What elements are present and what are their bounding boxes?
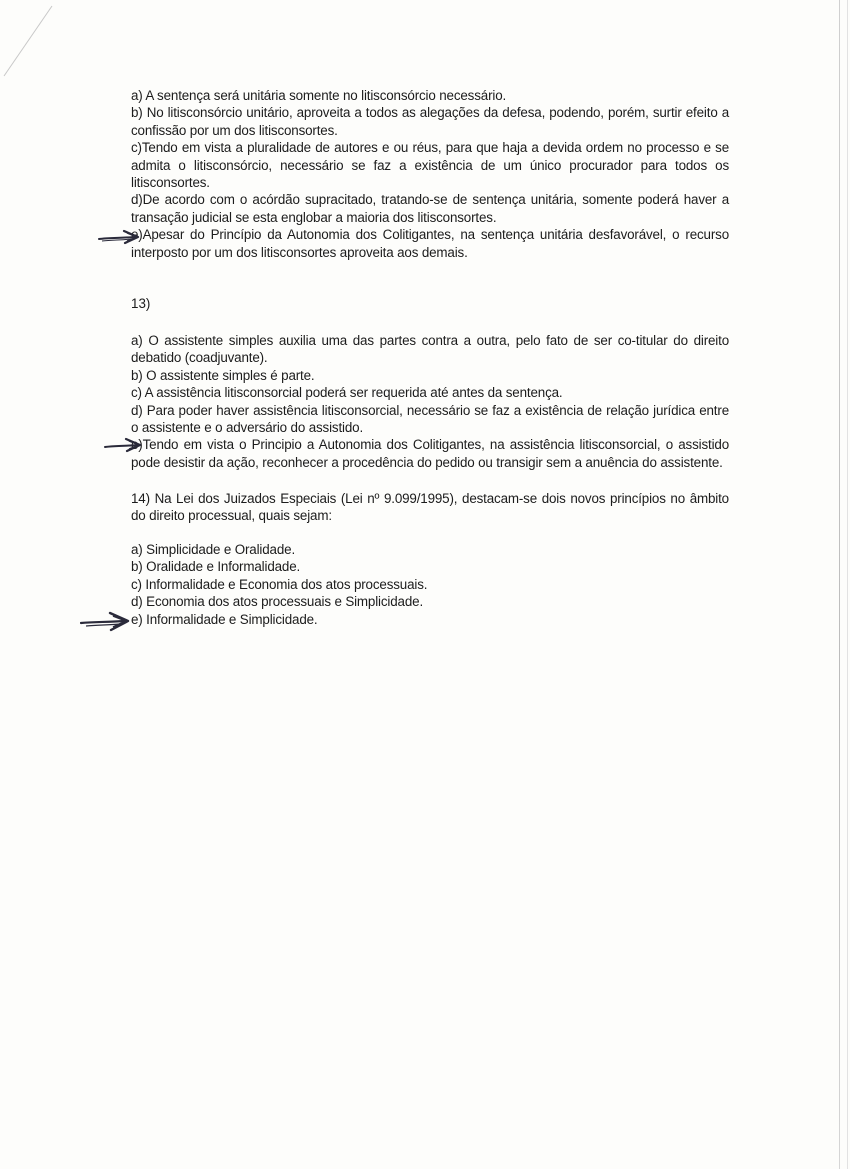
question-12 <box>131 87 729 261</box>
page-right-edge-outer <box>847 0 848 1169</box>
q12-option-a: a) A sentença será unitária somente no litisconsórcio necessário. <box>131 88 507 103</box>
q13-option-c: c) A assistência litisconsorcial poderá ser requerida até antes da sentença. <box>131 385 563 401</box>
q14-option-d: d) Economia dos atos processuais e Simplicidade. <box>131 594 424 610</box>
q13-option-d: d) Para poder haver assistência litisconsorcial, necessário se faz a existência de relação jurídica entre o assistente e o adversário do assistido. <box>131 402 729 436</box>
question-13 <box>131 332 729 471</box>
hand-drawn-arrow-icon <box>104 435 152 457</box>
page-right-edge <box>839 0 840 1169</box>
q14-option-c: c) Informalidade e Economia dos atos processuais. <box>131 576 428 592</box>
q14-option-a: a) Simplicidade e Oralidade. <box>131 542 296 557</box>
question-14-options <box>131 541 729 628</box>
q13-option-b: b) O assistente simples é parte. <box>131 367 315 383</box>
q12-option-b: b) No litisconsórcio unitário, aproveita a todos as alegações da defesa, podendo, porém, surtir efeito a confissão por um dos litisconsortes. <box>131 105 729 138</box>
hand-drawn-arrow-icon <box>98 226 146 248</box>
question-13-number: 13) <box>131 296 151 311</box>
q14-statement: 14) Na Lei dos Juizados Especiais (Lei nº 9.099/1995), destacam-se dois novos princípios no âmbito do direito processual, quais sejam: <box>131 491 729 524</box>
scan-corner-mark <box>0 0 60 80</box>
q12-option-d: d)De acordo com o acórdão supracitado, tratando-se de sentença unitária, somente poderá haver a transação judicial se esta englobar a maioria dos litisconsortes. <box>131 192 729 225</box>
question-14 <box>131 490 729 525</box>
q12-option-e: e)Apesar do Princípio da Autonomia dos Colitigantes, na sentença unitária desfavorável, o recurso interposto por um dos litisconsortes aproveita aos demais. <box>131 227 729 260</box>
q13-option-e: e)Tendo em vista o Principio a Autonomia dos Colitigantes, na assistência litisconsorcial, o assistido pode desistir da ação, reconhecer a procedência do pedido ou transigir sem a anuência do assistente. <box>131 437 729 470</box>
q14-option-e: e) Informalidade e Simplicidade. <box>131 611 318 627</box>
q14-option-b: b) Oralidade e Informalidade. <box>131 559 301 575</box>
q13-option-a: a) O assistente simples auxilia uma das partes contra a outra, pelo fato de ser co-titular do direito debatido (coadjuvante). <box>131 333 729 366</box>
q12-option-c: c)Tendo em vista a pluralidade de autores e ou réus, para que haja a devida ordem no processo e se admita o litisconsórcio, necessário se faz a existência de um único procurador para todos os litisconsortes. <box>131 140 729 191</box>
hand-drawn-arrow-icon <box>80 609 136 635</box>
